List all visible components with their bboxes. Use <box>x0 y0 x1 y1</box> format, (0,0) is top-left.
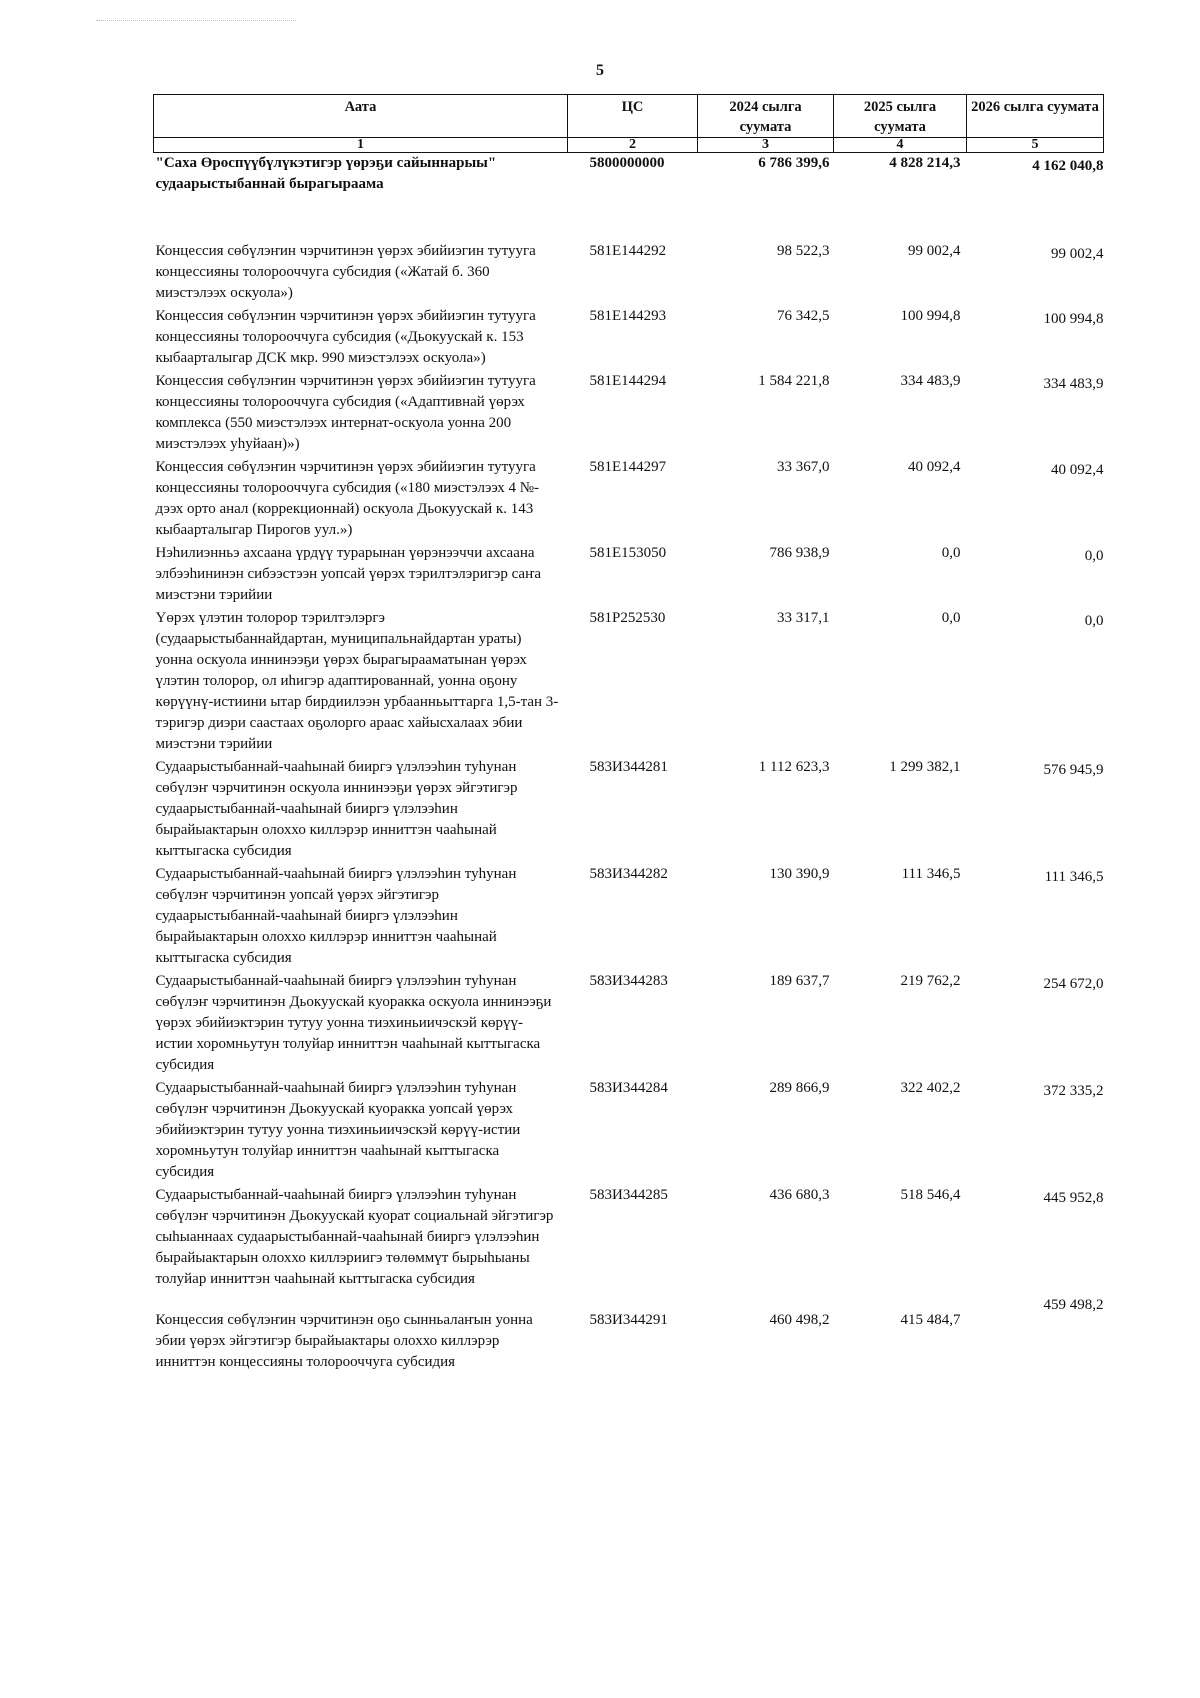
header-row <box>154 95 1104 138</box>
table-row <box>154 306 1104 371</box>
program-2025: 4 828 214,3 <box>889 155 961 171</box>
total-row <box>154 153 1104 242</box>
row-2025: 1 299 382,1 <box>889 759 961 775</box>
row-2025: 111 346,5 <box>901 866 961 882</box>
row-name: Судаарыстыбаннай-чааһынай бииргэ үлэлээһин туһунан сөбүлэҥ чэрчитинэн Дьокуускай куоракка уопсай үөрэх эбийиэктэрин тутуу уонна тиэхиньиичэскэй көрүү-истии хоромньутун толуйар инниттэн чааһынай кыттыгаска субсидия <box>155 1080 521 1180</box>
row-2025: 99 002,4 <box>908 243 961 259</box>
column-number: 5 <box>967 138 1104 153</box>
row-name: Судаарыстыбаннай-чааһынай бииргэ үлэлээһин туһунан сөбүлэҥ чэрчитинэн оскуола иннинээҕи үөрэх эйгэтигэр судаарыстыбаннай-чааһынай бииргэ үлэлээһин бырайыактарын олоххо киллэрэр инниттэн чааһынай кыттыгаска субсидия <box>155 759 518 859</box>
row-code: 581Е144292 <box>589 243 667 259</box>
row-2024: 98 522,3 <box>777 243 830 259</box>
row-2024: 786 938,9 <box>769 545 830 561</box>
row-2024: 289 866,9 <box>769 1080 830 1096</box>
row-2026: 334 483,9 <box>1043 376 1104 392</box>
row-2025: 219 762,2 <box>900 973 961 989</box>
program-code: 5800000000 <box>589 155 665 171</box>
row-2025: 0,0 <box>941 545 961 561</box>
row-2026: 0,0 <box>1084 548 1104 564</box>
row-2025: 334 483,9 <box>900 373 961 389</box>
column-number: 4 <box>834 138 967 153</box>
row-2024: 33 317,1 <box>777 610 830 626</box>
header-2026: 2026 сылга суумата <box>967 95 1104 138</box>
row-2025: 322 402,2 <box>900 1080 961 1096</box>
row-name: Концессия сөбүлэҥин чэрчитинэн үөрэх эбийиэгин тутууга концессияны толорооччуга субсидия («Дьокуускай к. 153 кыбаарталыгар ДСК мкр. 990 миэстэлээх оскуола») <box>155 308 536 366</box>
table-row <box>154 971 1104 1078</box>
table-row <box>154 1292 1104 1375</box>
row-name: Үөрэх үлэтин толорор тэрилтэлэргэ (судаарыстыбаннайдартан, муниципальнайдартан ураты) уонна оскуола иннинээҕи үөрэх бырагырааматынан үөрэх үлэтин толорор, ол иһигэр адаптированнай, уонна оҕону көрүүнү-истиини ытар бирдиилээн урбаанньыттарга 1,5-тан 3-тэригэр диэри саастаах оҕолорго араас хайысхалаах эбии миэстэни тэрийии <box>155 610 559 752</box>
row-name: Концессия сөбүлэҥин чэрчитинэн үөрэх эбийиэгин тутууга концессияны толорооччуга субсидия («180 миэстэлээх 4 №-дээх орто анал (коррекционнай) оскуола Дьокуускай к. 143 кыбаарталыгар Пирогов уул.») <box>155 459 540 538</box>
column-number-row <box>154 138 1104 153</box>
table-row <box>154 1078 1104 1185</box>
header-code: ЦС <box>568 95 698 138</box>
row-2024: 1 112 623,3 <box>758 759 830 775</box>
table-row <box>154 371 1104 457</box>
row-2026: 0,0 <box>1084 613 1104 629</box>
row-2024: 460 498,2 <box>769 1312 830 1328</box>
row-2024: 33 367,0 <box>777 459 830 475</box>
row-2026: 99 002,4 <box>1051 246 1104 262</box>
row-2026: 445 952,8 <box>1043 1190 1104 1206</box>
row-code: 583И344283 <box>589 973 668 989</box>
row-code: 581Е144297 <box>589 459 667 475</box>
row-2024: 130 390,9 <box>769 866 830 882</box>
row-2024: 189 637,7 <box>769 973 830 989</box>
row-2024: 436 680,3 <box>769 1187 830 1203</box>
row-code: 583И344285 <box>589 1187 668 1203</box>
row-2026: 254 672,0 <box>1043 976 1104 992</box>
row-code: 581Е144293 <box>589 308 667 324</box>
row-code: 583И344291 <box>589 1312 668 1328</box>
row-code: 581Е144294 <box>589 373 667 389</box>
program-2026: 4 162 040,8 <box>1032 158 1104 174</box>
row-code: 581Р252530 <box>589 610 666 626</box>
column-number: 2 <box>568 138 698 153</box>
row-2026: 40 092,4 <box>1051 462 1104 478</box>
row-2026: 372 335,2 <box>1043 1083 1104 1099</box>
table-header <box>154 95 1104 153</box>
row-2025: 415 484,7 <box>900 1312 961 1328</box>
table-row <box>154 864 1104 971</box>
header-2024: 2024 сылга суумата <box>698 95 834 138</box>
table-row <box>154 757 1104 864</box>
column-number: 1 <box>154 138 568 153</box>
row-2025: 40 092,4 <box>908 459 961 475</box>
header-name: Аата <box>154 95 568 138</box>
row-name: Нэһилиэнньэ ахсаана үрдүү турарынан үөрэнээччи ахсаана элбээһининэн сибээстээн уопсай үөрэх тэрилтэлэригэр саҥа миэстэни тэрийии <box>155 545 542 603</box>
scan-artifact <box>96 20 296 24</box>
row-2025: 100 994,8 <box>900 308 961 324</box>
budget-table <box>153 94 1104 1375</box>
row-code: 583И344282 <box>589 866 668 882</box>
row-2026: 459 498,2 <box>1043 1297 1104 1313</box>
table-body <box>154 153 1104 1376</box>
row-code: 583И344281 <box>589 759 668 775</box>
row-2025: 0,0 <box>941 610 961 626</box>
row-2024: 76 342,5 <box>777 308 830 324</box>
row-name: Судаарыстыбаннай-чааһынай бииргэ үлэлээһин туһунан сөбүлэҥ чэрчитинэн уопсай үөрэх эйгэтигэр судаарыстыбаннай-чааһынай бииргэ үлэлээһин бырайыактарын олоххо киллэрэр инниттэн чааһынай кыттыгаска субсидия <box>155 866 517 966</box>
row-2024: 1 584 221,8 <box>758 373 830 389</box>
row-2025: 518 546,4 <box>900 1187 961 1203</box>
table-row <box>154 1185 1104 1292</box>
row-code: 583И344284 <box>589 1080 668 1096</box>
row-name: Судаарыстыбаннай-чааһынай бииргэ үлэлээһин туһунан сөбүлэҥ чэрчитинэн Дьокуускай куорат социальнай эйгэтигэр сыһыаннаах судаарыстыбаннай-чааһынай бииргэ үлэлээһин бырайыактарын олоххо киллэриигэ төлөммүт бырыһыаны толуйар инниттэн чааһынай кыттыгаска субсидия <box>155 1187 554 1287</box>
column-number: 3 <box>698 138 834 153</box>
table-row <box>154 543 1104 608</box>
row-name: Концессия сөбүлэҥин чэрчитинэн үөрэх эбийиэгин тутууга концессияны толорооччуга субсидия («Жатай б. 360 миэстэлээх оскуола») <box>155 243 536 301</box>
row-2026: 576 945,9 <box>1043 762 1104 778</box>
row-name: Концессия сөбүлэҥин чэрчитинэн оҕо сынньалаҥын уонна эбии үөрэх эйгэтигэр бырайыактары олоххо киллэрэр инниттэн концессияны толорооччуга субсидия <box>155 1312 533 1370</box>
row-name: Концессия сөбүлэҥин чэрчитинэн үөрэх эбийиэгин тутууга концессияны толорооччуга субсидия («Адаптивнай үөрэх комплекса (550 миэстэлээх интернат-оскуола уонна 200 миэстэлээх уһуйаан)») <box>155 373 536 452</box>
row-2026: 100 994,8 <box>1043 311 1104 327</box>
program-2024: 6 786 399,6 <box>758 155 830 171</box>
program-name: "Саха Өроспүүбүлүкэтигэр үөрэҕи сайыннарыы" судаарыстыбаннай бырагыраама <box>155 155 497 192</box>
table-row <box>154 457 1104 543</box>
table-row <box>154 608 1104 757</box>
table-row <box>154 241 1104 306</box>
page-number: 5 <box>596 62 604 79</box>
row-name: Судаарыстыбаннай-чааһынай бииргэ үлэлээһин туһунан сөбүлэҥ чэрчитинэн Дьокуускай куоракка оскуола иннинээҕи үөрэх эбийиэктэрин тутуу уонна тиэхиньиичэскэй көрүү-истии хоромньутун толуйар инниттэн чааһынай кыттыгаска субсидия <box>155 973 552 1073</box>
row-2026: 111 346,5 <box>1044 869 1104 885</box>
header-2025: 2025 сылга суумата <box>834 95 967 138</box>
row-code: 581Е153050 <box>589 545 667 561</box>
